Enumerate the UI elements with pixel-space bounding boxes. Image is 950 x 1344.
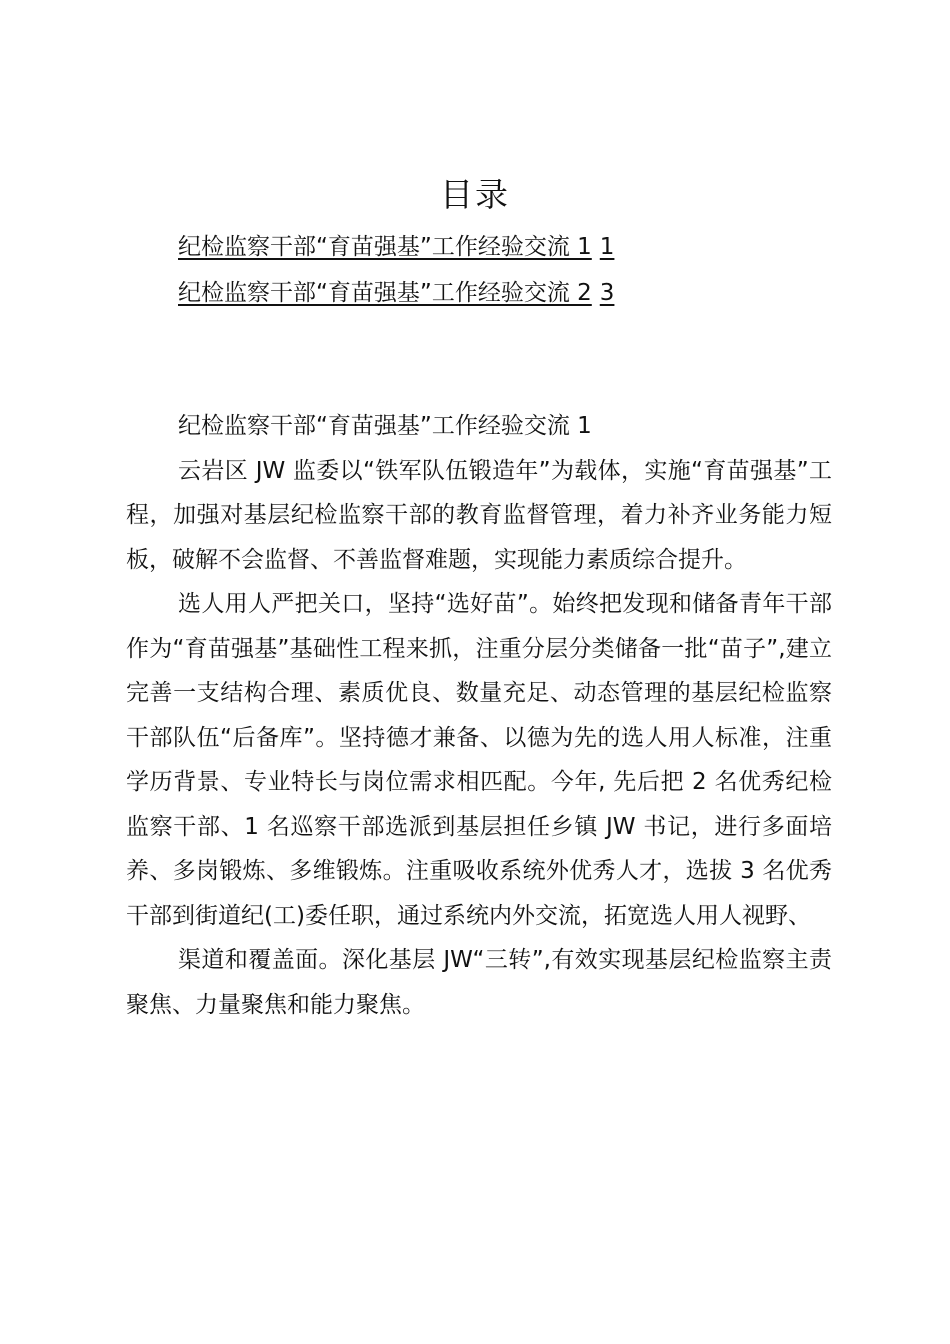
- article-paragraph: 渠道和覆盖面。深化基层 JW“三转”,有效实现基层纪检监察主责聚焦、力量聚焦和能力聚焦。: [126, 947, 832, 1018]
- toc-item[interactable]: [178, 270, 614, 316]
- article-paragraph: 选人用人严把关口，坚持“选好苗”。始终把发现和储备青年干部作为“育苗强基”基础性工程来抓，注重分层分类储备一批“苗子”,建立完善一支结构合理、素质优良、数量充足、动态管理的基层纪检监察干部队伍“后备库”。坚持德才兼备、以德为先的选人用人标准，注重学历背景、专业特长与岗位需求相匹配。今年, 先后把 2 名优秀纪检监察干部、1 名巡察干部选派到基层担任乡镇 JW 书记，进行多面培养、多岗锻炼、多维锻炼。注重吸收系统外优秀人才，选拔 3 名优秀干部到街道纪(工)委任职，通过系统内外交流，拓宽选人用人视野、: [126, 591, 832, 929]
- toc-item-label: 纪检监察干部“育苗强基”工作经验交流 2: [178, 280, 592, 306]
- table-of-contents: [178, 224, 614, 316]
- article-body: [126, 404, 832, 1027]
- toc-item-label: 纪检监察干部“育苗强基”工作经验交流 1: [178, 234, 592, 260]
- toc-item-page-number: 1: [599, 234, 615, 260]
- article-heading: 纪检监察干部“育苗强基”工作经验交流 1: [178, 413, 592, 439]
- toc-item-page-number: 3: [599, 280, 615, 306]
- toc-item[interactable]: [178, 224, 614, 270]
- article-paragraph: 云岩区 JW 监委以“铁军队伍锻造年”为载体，实施“育苗强基”工程，加强对基层纪检监察干部的教育监督管理，着力补齐业务能力短板，破解不会监督、不善监督难题，实现能力素质综合提升。: [126, 457, 832, 573]
- toc-title: 目录: [440, 175, 510, 214]
